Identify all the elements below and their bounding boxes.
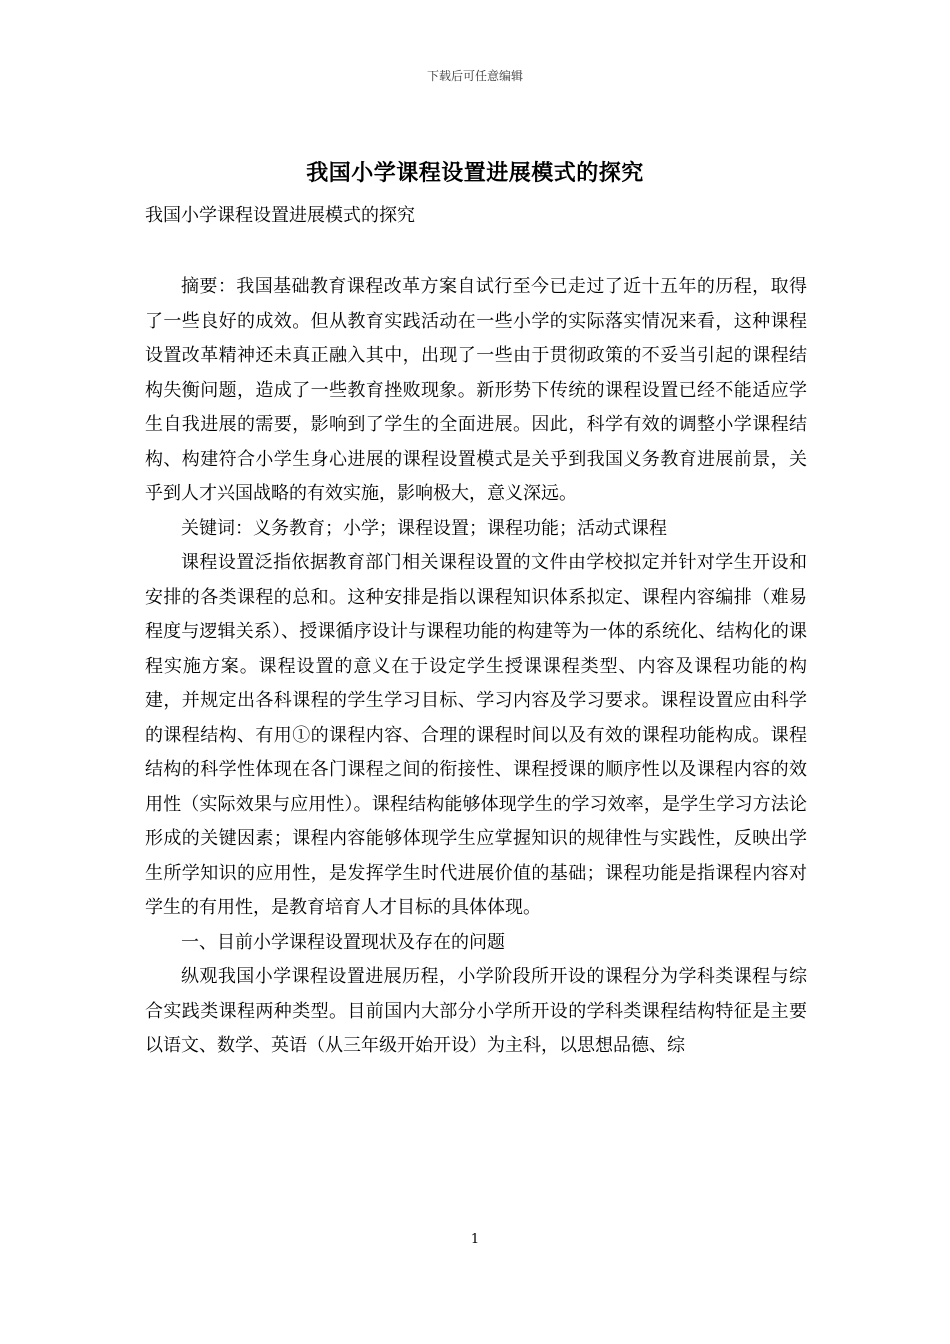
header-note: 下载后可任意编辑 [426,69,523,83]
document-title: 我国小学课程设置进展模式的探究 [306,160,644,186]
abstract-paragraph: 摘要：我国基础教育课程改革方案自试行至今已走过了近十五年的历程，取得了一些良好的成效。但从教育实践活动在一些小学的实际落实情况来看，这种课程设置改革精神还未真正融入其中，出现了一些由于贯彻政策的不妥当引起的课程结构失衡问题，造成了一些教育挫败现象。新形势下传统的课程设置已经不能适应学生自我进展的需要，影响到了学生的全面进展。因此，科学有效的调整小学课程结构、构建符合小学生身心进展的课程设置模式是关乎到我国义务教育进展前景，关乎到人才兴国战略的有效实施，影响极大，意义深远。 [145,276,807,504]
keywords-paragraph: 关键词：义务教育；小学；课程设置；课程功能；活动式课程 [181,517,667,539]
page-number: 1 [470,1232,480,1247]
body-paragraph: 纵观我国小学课程设置进展历程，小学阶段所开设的课程分为学科类课程与综合实践类课程两种类型。目前国内大部分小学所开设的学科类课程结构特征是主要以语文、数学、英语（从三年级开始开设）为主科，以思想品德、综 [145,966,807,1056]
document-body [145,270,807,1064]
body-paragraph: 课程设置泛指依据教育部门相关课程设置的文件由学校拟定并针对学生开设和安排的各类课程的总和。这种安排是指以课程知识体系拟定、课程内容编排（难易程度与逻辑关系）、授课循序设计与课程功能的构建等为一体的系统化、结构化的课程实施方案。课程设置的意义在于设定学生授课课程类型、内容及课程功能的构建，并规定出各科课程的学生学习目标、学习内容及学习要求。课程设置应由科学的课程结构、有用①的课程内容、合理的课程时间以及有效的课程功能构成。课程结构的科学性体现在各门课程之间的衔接性、课程授课的顺序性以及课程内容的效用性（实际效果与应用性）。课程结构能够体现学生的学习效率，是学生学习方法论形成的关键因素；课程内容能够体现学生应掌握知识的规律性与实践性，反映出学生所学知识的应用性，是发挥学生时代进展价值的基础；课程功能是指课程内容对学生的有用性，是教育培育人才目标的具体体现。 [145,552,807,918]
document-subtitle: 我国小学课程设置进展模式的探究 [145,205,415,226]
section-heading: 一、目前小学课程设置现状及存在的问题 [181,931,505,953]
